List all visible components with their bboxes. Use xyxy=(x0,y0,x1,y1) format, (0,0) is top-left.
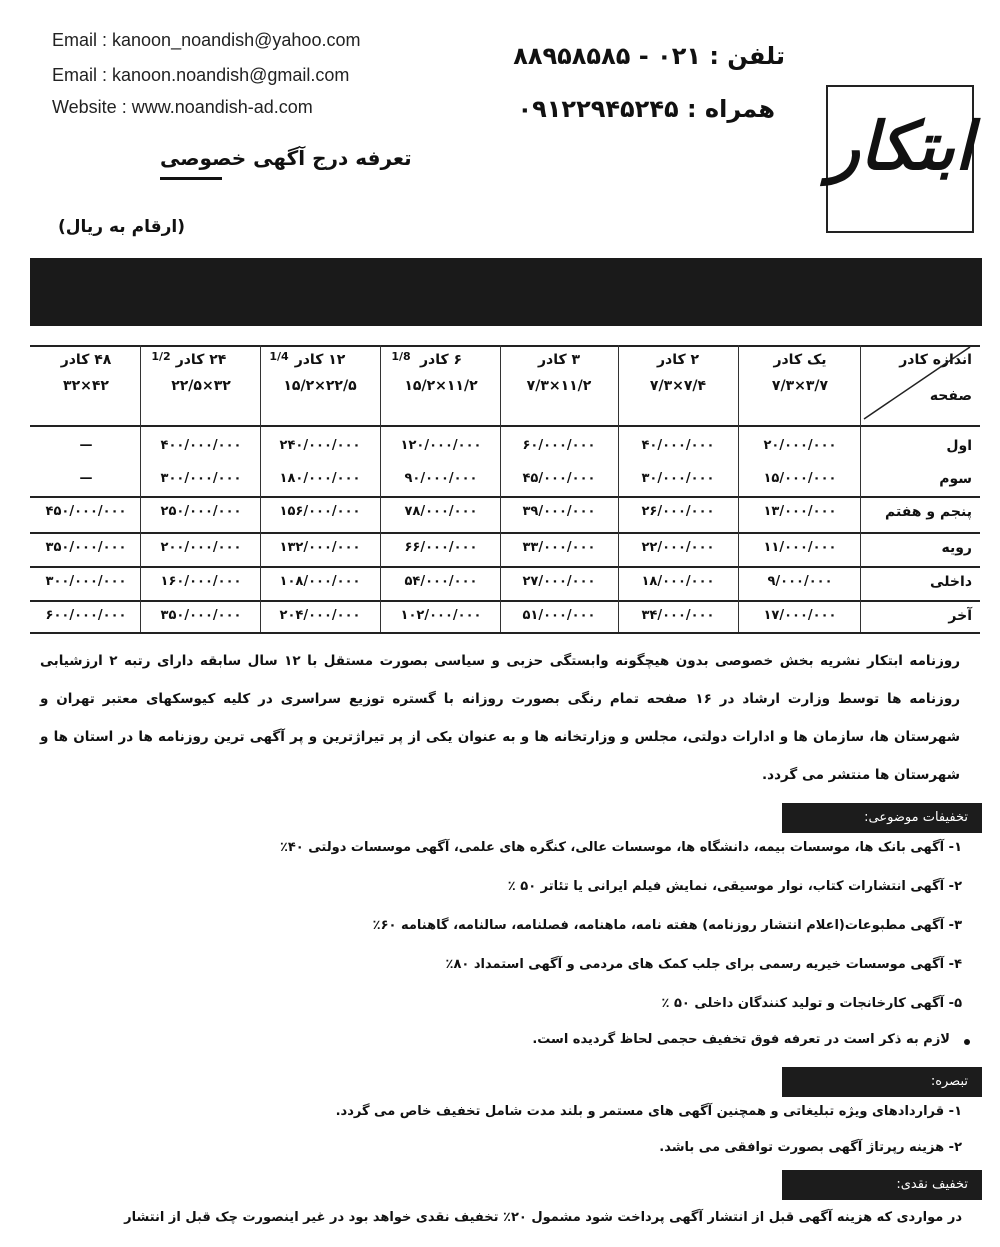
price-cell: ۱۸۰/۰۰۰/۰۰۰ xyxy=(279,471,361,486)
column-header-dimension: ۷/۴×۷/۳ xyxy=(649,378,707,394)
price-cell: ۲۴۰/۰۰۰/۰۰۰ xyxy=(279,438,361,453)
price-cell: ۱۸/۰۰۰/۰۰۰ xyxy=(641,574,715,589)
price-cell: ۲۶/۰۰۰/۰۰۰ xyxy=(641,504,715,519)
row-label: رویه xyxy=(941,540,972,556)
table-rule xyxy=(30,632,980,634)
table-rule xyxy=(30,425,980,427)
price-cell: ۲۰۰/۰۰۰/۰۰۰ xyxy=(160,540,242,555)
price-cell: ۷۸/۰۰۰/۰۰۰ xyxy=(404,504,478,519)
discount-item: ۱- آگهی بانک ها، موسسات بیمه، دانشگاه ها، موسسات عالی، کنگره های علمی، آگهی موسسات دولتی ۴۰٪ xyxy=(279,840,962,855)
price-cell: ۲۰/۰۰۰/۰۰۰ xyxy=(763,438,837,453)
email-gmail: Email : kanoon.noandish@gmail.com xyxy=(52,65,350,85)
page-title: تعرفه درج آگهی خصوصی xyxy=(160,146,412,170)
price-cell: ۹۰/۰۰۰/۰۰۰ xyxy=(404,471,478,486)
volume-discount-note: لازم به ذکر است در تعرفه فوق تخفیف حجمی لحاظ گردیده است. xyxy=(532,1032,950,1047)
price-cell: ۳۰/۰۰۰/۰۰۰ xyxy=(641,471,715,486)
price-cell: ۱۰۸/۰۰۰/۰۰۰ xyxy=(279,574,361,589)
price-cell: ۱۳/۰۰۰/۰۰۰ xyxy=(763,504,837,519)
row-label: سوم xyxy=(939,471,972,487)
column-divider xyxy=(140,345,141,632)
column-header-name: ۱۲ کادر xyxy=(294,352,346,368)
price-cell: ۱۵۶/۰۰۰/۰۰۰ xyxy=(279,504,361,519)
price-cell: ۴۰/۰۰۰/۰۰۰ xyxy=(641,438,715,453)
empty-cell: — xyxy=(79,438,93,453)
column-header-name: ۶ کادر xyxy=(419,352,463,368)
price-cell: ۳۳/۰۰۰/۰۰۰ xyxy=(522,540,596,555)
price-cell: ۶۰/۰۰۰/۰۰۰ xyxy=(522,438,596,453)
row-label: داخلی xyxy=(930,574,972,590)
bullet-icon xyxy=(964,1039,970,1045)
price-cell: ۴۰۰/۰۰۰/۰۰۰ xyxy=(160,438,242,453)
mobile-number: همراه : ۰۹۱۲۲۹۴۵۲۴۵ xyxy=(517,95,775,123)
price-cell: ۱۰۲/۰۰۰/۰۰۰ xyxy=(400,608,482,623)
price-cell: ۶۶/۰۰۰/۰۰۰ xyxy=(404,540,478,555)
price-cell: ۴۵۰/۰۰۰/۰۰۰ xyxy=(45,504,127,519)
table-rule xyxy=(30,600,980,602)
website-link[interactable]: Website : www.noandish-ad.com xyxy=(52,97,313,117)
column-fraction: 1/4 xyxy=(269,350,289,363)
price-cell: ۳۹/۰۰۰/۰۰۰ xyxy=(522,504,596,519)
column-header-dimension: ۱۱/۲×۱۵/۲ xyxy=(404,378,478,394)
logo-text: ابتکار xyxy=(828,107,974,185)
discount-item: ۵- آگهی کارخانجات و تولید کنندگان داخلی ۵۰ ٪ xyxy=(661,996,962,1011)
row-label: پنجم و هفتم xyxy=(885,504,972,520)
column-fraction: 1/2 xyxy=(151,350,171,363)
column-header-name: ۳ کادر xyxy=(537,352,581,368)
table-rule xyxy=(30,532,980,534)
price-cell: ۱۶۰/۰۰۰/۰۰۰ xyxy=(160,574,242,589)
price-cell: ۱۵/۰۰۰/۰۰۰ xyxy=(763,471,837,486)
intro-paragraph: روزنامه ابتکار نشریه بخش خصوصی بدون هیچگونه وابستگی حزبی و سیاسی بصورت مستقل با ۱۲ سال سابقه دارای رتبه ۲ ارزشیابی روزنامه ها توسط وزارت ارشاد در ۱۶ صفحه تمام رنگی بصورت روزانه با گستره توزیع سراسری در کلیه کیوسکهای معتبر تهران و شهرستان ها، سازمان ها و ادارات دولتی، مجلس و وزارتخانه ها و به عنوان یکی از پر تیراژترین و پر آگهی ترین روزنامه ها در استان ها و شهرستان ها منتشر می گردد. xyxy=(40,653,961,783)
price-cell: ۶۰۰/۰۰۰/۰۰۰ xyxy=(45,608,127,623)
discounts-heading: تخفیفات موضوعی: xyxy=(782,803,982,833)
note-item: ۱- قراردادهای ویژه تبلیغاتی و همچنین آگهی های مستمر و بلند مدت شامل تخفیف خاص می گردد. xyxy=(335,1104,962,1119)
price-cell: ۲۲/۰۰۰/۰۰۰ xyxy=(641,540,715,555)
column-header-dimension: ۲۲/۵×۱۵/۲ xyxy=(283,378,357,394)
corner-top-label: اندازه کادر xyxy=(899,352,972,368)
column-header-dimension: ۳۲×۲۲/۵ xyxy=(171,378,231,394)
column-divider xyxy=(380,345,381,632)
table-rule xyxy=(30,345,980,347)
price-cell: ۱۳۲/۰۰۰/۰۰۰ xyxy=(279,540,361,555)
corner-bottom-label: صفحه xyxy=(929,388,972,404)
column-divider xyxy=(860,345,861,632)
price-cell: ۱۲۰/۰۰۰/۰۰۰ xyxy=(400,438,482,453)
price-cell: ۱۱/۰۰۰/۰۰۰ xyxy=(763,540,837,555)
price-cell: ۳۵۰/۰۰۰/۰۰۰ xyxy=(160,608,242,623)
cash-discount-text: در مواردی که هزینه آگهی قبل از انتشار آگهی پرداخت شود مشمول ۲۰٪ تخفیف نقدی خواهد بود در غیر اینصورت چک قبل از انتشار xyxy=(124,1210,962,1225)
table-rule xyxy=(30,496,980,498)
price-cell: ۳۰۰/۰۰۰/۰۰۰ xyxy=(45,574,127,589)
cash-discount-heading: تخفیف نقدی: xyxy=(782,1170,982,1200)
empty-cell: — xyxy=(79,471,93,486)
price-cell: ۴۵/۰۰۰/۰۰۰ xyxy=(522,471,596,486)
column-header-dimension: ۱۱/۲×۷/۳ xyxy=(526,378,592,394)
price-cell: ۳۰۰/۰۰۰/۰۰۰ xyxy=(160,471,242,486)
price-cell: ۳۵۰/۰۰۰/۰۰۰ xyxy=(45,540,127,555)
column-header-name: ۲ کادر xyxy=(656,352,700,368)
column-header-name: ۴۸ کادر xyxy=(60,352,112,368)
email-yahoo: Email : kanoon_noandish@yahoo.com xyxy=(52,30,361,50)
column-fraction: 1/8 xyxy=(391,350,411,363)
notes-heading: تبصره: xyxy=(782,1067,982,1097)
column-header-name: یک کادر xyxy=(773,352,827,368)
price-cell: ۲۷/۰۰۰/۰۰۰ xyxy=(522,574,596,589)
column-header-dimension: ۳/۷×۷/۳ xyxy=(771,378,829,394)
price-cell: ۲۰۴/۰۰۰/۰۰۰ xyxy=(279,608,361,623)
column-header xyxy=(618,352,738,394)
table-rule xyxy=(30,566,980,568)
price-cell: ۱۷/۰۰۰/۰۰۰ xyxy=(763,608,837,623)
column-header-name: ۲۴ کادر xyxy=(175,352,227,368)
corner-diagonal xyxy=(860,345,978,423)
price-cell: ۲۵۰/۰۰۰/۰۰۰ xyxy=(160,504,242,519)
discount-item: ۴- آگهی موسسات خیریه رسمی برای جلب کمک های مردمی و آگهی استمداد ۸۰٪ xyxy=(445,957,962,972)
currency-note: (ارقام به ریال) xyxy=(58,217,185,237)
column-divider xyxy=(738,345,739,632)
column-header xyxy=(740,352,860,394)
column-header-dimension: ۴۲×۳۲ xyxy=(63,378,109,394)
discount-item: ۳- آگهی مطبوعات(اعلام انتشار روزنامه) هفته نامه، ماهنامه، فصلنامه، سالنامه، گاهنامه ۶۰٪ xyxy=(372,918,962,933)
price-cell: ۹/۰۰۰/۰۰۰ xyxy=(767,574,833,589)
row-label: اول xyxy=(946,438,972,454)
column-header xyxy=(32,352,140,394)
price-cell: ۵۱/۰۰۰/۰۰۰ xyxy=(522,608,596,623)
column-header xyxy=(500,352,618,394)
price-cell: ۳۴/۰۰۰/۰۰۰ xyxy=(641,608,715,623)
price-cell: ۵۴/۰۰۰/۰۰۰ xyxy=(404,574,478,589)
discount-item: ۲- آگهی انتشارات کتاب، نوار موسیقی، نمایش فیلم ایرانی یا تئاتر ۵۰ ٪ xyxy=(507,879,962,894)
row-label: آخر xyxy=(948,608,972,624)
note-item: ۲- هزینه رپرتاژ آگهی بصورت توافقی می باشد. xyxy=(659,1140,962,1155)
phone-number: تلفن : ۰۲۱ - ۸۸۹۵۸۵۸۵ xyxy=(513,42,785,70)
